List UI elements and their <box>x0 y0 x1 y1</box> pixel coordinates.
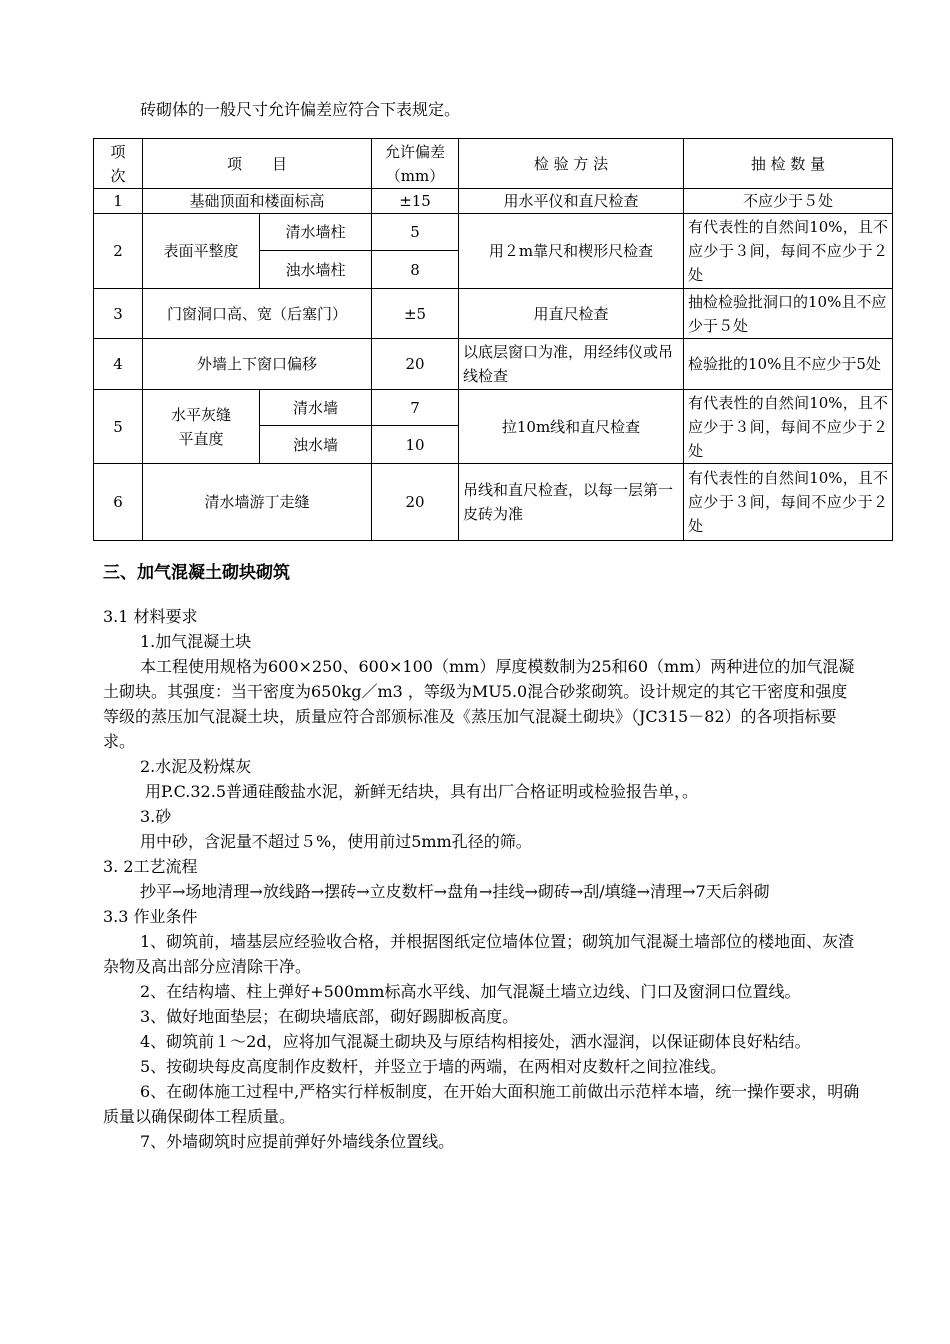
row-quantity: 检验批的10%且不应少于5处 <box>684 339 893 390</box>
table-row <box>94 214 893 251</box>
row-item: 基础顶面和楼面标高 <box>143 189 372 214</box>
row-item: 外墙上下窗口偏移 <box>143 339 372 390</box>
row-no: 1 <box>94 189 143 214</box>
row-method: 用直尺检查 <box>459 289 684 339</box>
row-item: 门窗洞口高、宽（后塞门） <box>143 289 372 339</box>
table-row <box>94 339 893 390</box>
paragraph: 3.3 作业条件 <box>103 907 198 926</box>
paragraph: 2、在结构墙、柱上弹好+500mm标高水平线、加气混凝土墙立边线、门口及窗洞口位置线。 <box>140 982 801 1001</box>
row-quantity: 抽检检验批洞口的10%且不应少于５处 <box>684 289 893 339</box>
row-tolerance: 7 <box>372 390 459 426</box>
paragraph: 1、砌筑前，墙基层应经验收合格，并根据图纸定位墙体位置；砌筑加气混凝土墙部位的楼地面、灰渣杂物及高出部分应清除干净。 <box>103 932 855 976</box>
paragraph: 3.1 材料要求 <box>103 607 198 626</box>
table-header-row <box>94 139 893 189</box>
paragraph: 用P.C.32.5普通硅酸盐水泥，新鲜无结块，具有出厂合格证明或检验报告单，。 <box>145 782 698 801</box>
row-no: 4 <box>94 339 143 390</box>
table-row <box>94 189 893 214</box>
row-quantity: 有代表性的自然间10%，且不应少于３间，每间不应少于２处 <box>684 464 893 541</box>
row-tolerance: ±5 <box>372 289 459 339</box>
row-method: 吊线和直尺检查，以每一层第一皮砖为准 <box>459 464 684 541</box>
table-row <box>94 390 893 426</box>
row-method: 以底层窗口为准，用经纬仪或吊线检查 <box>459 339 684 390</box>
row-quantity: 不应少于５处 <box>684 189 893 214</box>
paragraph: 本工程使用规格为600×250、600×100（mm）厚度模数制为25和60（mm）两种进位的加气混凝土砌块。其强度：当干密度为650kg／m3 ，等级为MU5.0混合砂浆砌筑。设计规定的其它干密度和强度等级的蒸压加气混凝土块，质量应符合部颁标准及《蒸压加气混凝土砌块》（JC315－82）的各项指标要求。 <box>103 657 855 751</box>
table-row <box>94 464 893 541</box>
row-subitem: 清水墙 <box>260 390 372 426</box>
row-item: 清水墙游丁走缝 <box>143 464 372 541</box>
paragraph: 1.加气混凝土块 <box>140 632 252 651</box>
row-method: 用２m靠尺和楔形尺检查 <box>459 214 684 289</box>
section-body <box>103 604 863 1154</box>
row-subitem: 清水墙柱 <box>260 214 372 251</box>
paragraph: 抄平→场地清理→放线路→摆砖→立皮数杆→盘角→挂线→砌砖→刮/填缝→清理→7天后斜砌 <box>140 882 770 901</box>
paragraph: 3.砂 <box>140 807 172 826</box>
row-tolerance: 5 <box>372 214 459 251</box>
header-method: 检 验 方 法 <box>459 139 684 189</box>
table-row <box>94 289 893 339</box>
intro-text: 砖砌体的一般尺寸允许偏差应符合下表规定。 <box>140 100 461 119</box>
row-item: 表面平整度 <box>143 214 260 289</box>
paragraph: 用中砂，含泥量不超过５%，使用前过5mm孔径的筛。 <box>140 832 532 851</box>
header-tolerance: 允许偏差（mm） <box>372 139 459 189</box>
row-tolerance: 20 <box>372 464 459 541</box>
paragraph: 5、按砌块每皮高度制作皮数杆，并竖立于墙的两端，在两相对皮数杆之间拉准线。 <box>140 1057 727 1076</box>
paragraph: 6、在砌体施工过程中,严格实行样板制度，在开始大面积施工前做出示范样本墙，统一操作要求，明确质量以确保砌体工程质量。 <box>103 1082 860 1126</box>
paragraph: 3. 2工艺流程 <box>103 857 198 876</box>
header-item: 项 目 <box>143 139 372 189</box>
paragraph: 4、砌筑前１～2d，应将加气混凝土砌块及与原结构相接处，洒水湿润，以保证砌体良好粘结。 <box>140 1032 811 1051</box>
row-quantity: 有代表性的自然间10%，且不应少于３间，每间不应少于２处 <box>684 214 893 289</box>
paragraph: 2.水泥及粉煤灰 <box>140 757 252 776</box>
paragraph: 7、外墙砌筑时应提前弹好外墙线条位置线。 <box>140 1132 455 1151</box>
row-tolerance: 8 <box>372 251 459 289</box>
row-no: 6 <box>94 464 143 541</box>
section-title: 三、加气混凝土砌块砌筑 <box>103 563 290 583</box>
row-method: 用水平仪和直尺检查 <box>459 189 684 214</box>
header-index: 项次 <box>94 139 143 189</box>
header-quantity: 抽 检 数 量 <box>684 139 893 189</box>
row-tolerance: 20 <box>372 339 459 390</box>
row-no: 3 <box>94 289 143 339</box>
row-tolerance: 10 <box>372 426 459 464</box>
row-subitem: 浊水墙 <box>260 426 372 464</box>
paragraph: 3、做好地面垫层；在砌块墙底部，砌好踢脚板高度。 <box>140 1007 519 1026</box>
row-no: 2 <box>94 214 143 289</box>
row-quantity: 有代表性的自然间10%，且不应少于３间，每间不应少于２处 <box>684 390 893 464</box>
tolerance-table <box>93 138 893 541</box>
row-subitem: 浊水墙柱 <box>260 251 372 289</box>
row-item: 水平灰缝平直度 <box>143 390 260 464</box>
row-tolerance: ±15 <box>372 189 459 214</box>
row-no: 5 <box>94 390 143 464</box>
row-method: 拉10m线和直尺检查 <box>459 390 684 464</box>
